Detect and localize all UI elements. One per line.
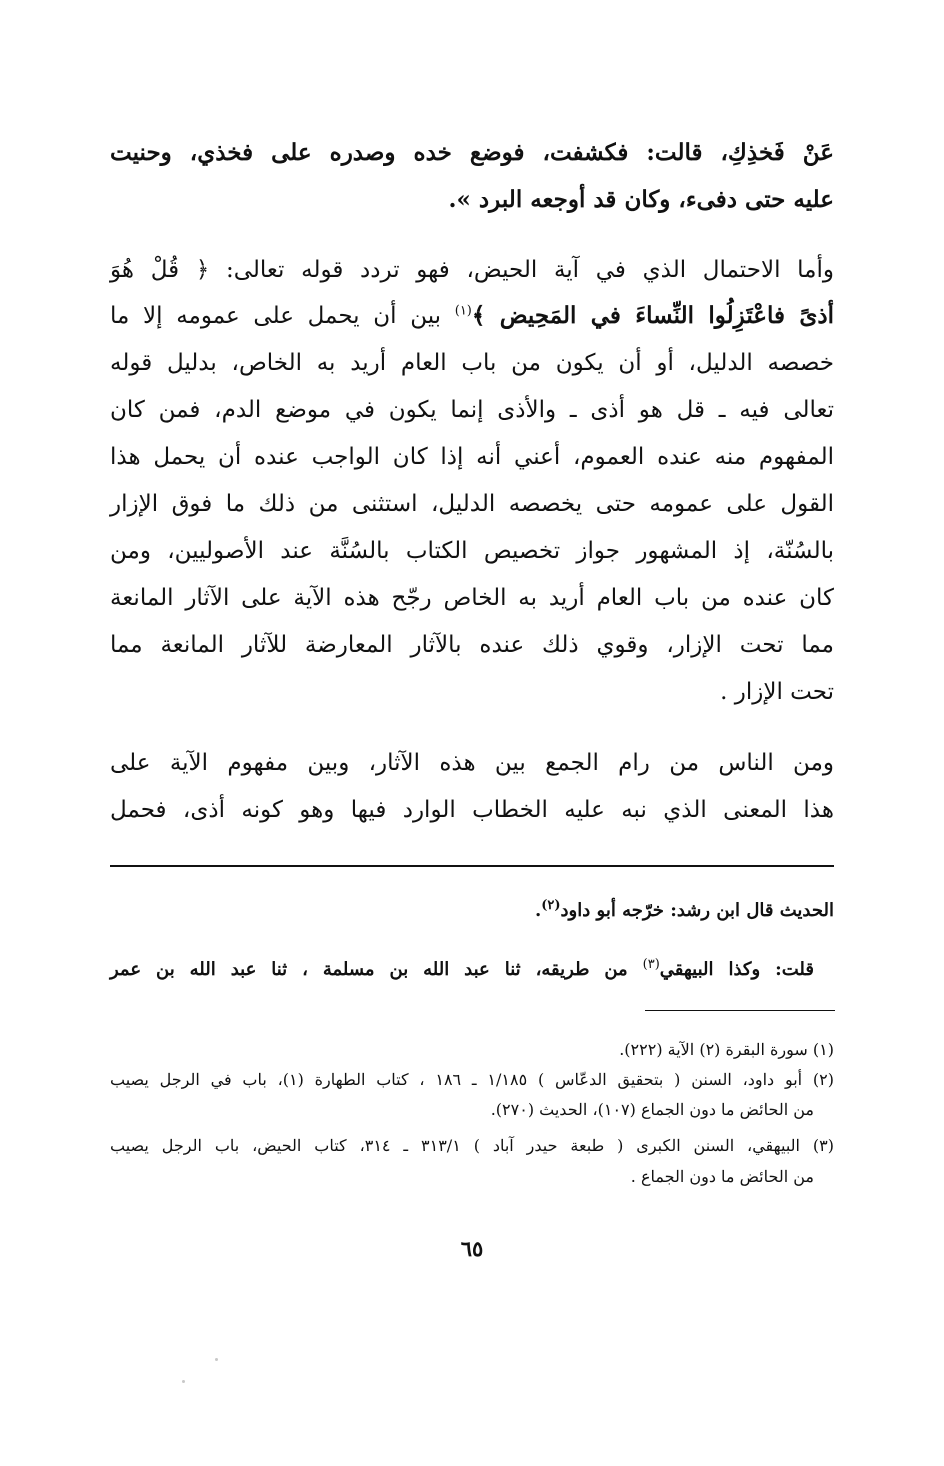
body-line <box>110 298 834 334</box>
scan-speck <box>215 1358 218 1361</box>
body-line: ومن الناس من رام الجمع بين هذه الآثار، وبين مفهوم الآية على <box>110 750 834 776</box>
page-number: ٦٥ <box>460 1236 484 1261</box>
body-line: هذا المعنى الذي نبه عليه الخطاب الوارد فيها وهو كونه أذى، فحمل <box>110 797 834 823</box>
note-text: . <box>534 900 542 921</box>
footnote-ref: (١) <box>454 303 472 319</box>
body-line: خصصه الدليل، أو أن يكون من باب العام أريد به الخاص، بدليل قوله <box>110 350 834 376</box>
note-line <box>110 956 814 984</box>
body-line: وأما الاحتمال الذي في آية الحيض، فهو تردد قوله تعالى: ﴿ قُلْ هُوَ <box>110 257 834 283</box>
note-line <box>110 897 834 925</box>
note-text: من طريقه، ثنا عبد الله بن مسلمة ، ثنا عبد الله بن عمر <box>110 959 643 980</box>
footnote-2-line-1: (٢) أبو داود، السنن ( بتحقيق الدعّاس ) ١/١٨٥ ـ ١٨٦ ، كتاب الطهارة (١)، باب في الرجل يصيب <box>110 1070 835 1089</box>
footnote-2-line-2: من الحائض ما دون الجماع (١٠٧)، الحديث (٢٧٠). <box>490 1100 814 1119</box>
body-line: تعالى فيه ـ قل هو أذى ـ والأذى إنما يكون في موضع الدم، فمن كان <box>110 397 834 423</box>
scan-speck <box>182 1380 185 1383</box>
separator-rule <box>110 865 834 867</box>
body-line: بالسُنّة، إذ المشهور جواز تخصيص الكتاب بالسُنَّة عند الأصوليين، ومن <box>110 538 834 564</box>
footnote-1: (١) سورة البقرة (٢) الآية (٢٢٢). <box>619 1040 834 1059</box>
quran-quote: أذىً فاعْتَزِلُوا النِّساءَ في المَحِيض ﴾ <box>471 302 834 329</box>
footnote-ref: (٢) <box>541 898 561 913</box>
body-line: عليه حتى دفىء، وكان قد أوجعه البرد ». <box>448 186 834 213</box>
body-line: تحت الإزار . <box>720 679 834 705</box>
note-text: قلت: وكذا البيهقي <box>659 959 814 980</box>
body-text: بين أن يحمل على عمومه إلا ما <box>110 303 455 329</box>
footnote-3-line-2: من الحائض ما دون الجماع . <box>630 1167 814 1186</box>
body-line: عَنْ فَخذِكِ، قالت: فكشفت، فوضع خده وصدره على فخذي، وحنيت <box>110 139 834 166</box>
footnote-rule <box>645 1010 835 1011</box>
note-text: الحديث قال ابن رشد: خرّجه أبو داود <box>560 900 834 921</box>
footnote-ref: (٣) <box>642 957 660 972</box>
body-line: القول على عمومه حتى يخصصه الدليل، استثنى من ذلك ما فوق الإزار <box>110 491 834 517</box>
body-line: كان عنده من باب العام أريد به الخاص رجّح هذه الآية على الآثار المانعة <box>110 585 834 611</box>
body-line: مما تحت الإزار، وقوي ذلك عنده بالآثار المعارضة للآثار المانعة مما <box>110 632 834 658</box>
body-line: المفهوم منه عنده العموم، أعني أنه إذا كان الواجب عنده أن يحمل هذا <box>110 444 834 470</box>
footnote-3-line-1: (٣) البيهقي، السنن الكبرى ( طبعة حيدر آباد ) ٣١٣/١ ـ ٣١٤، كتاب الحيض، باب الرجل يصيب <box>110 1136 834 1155</box>
